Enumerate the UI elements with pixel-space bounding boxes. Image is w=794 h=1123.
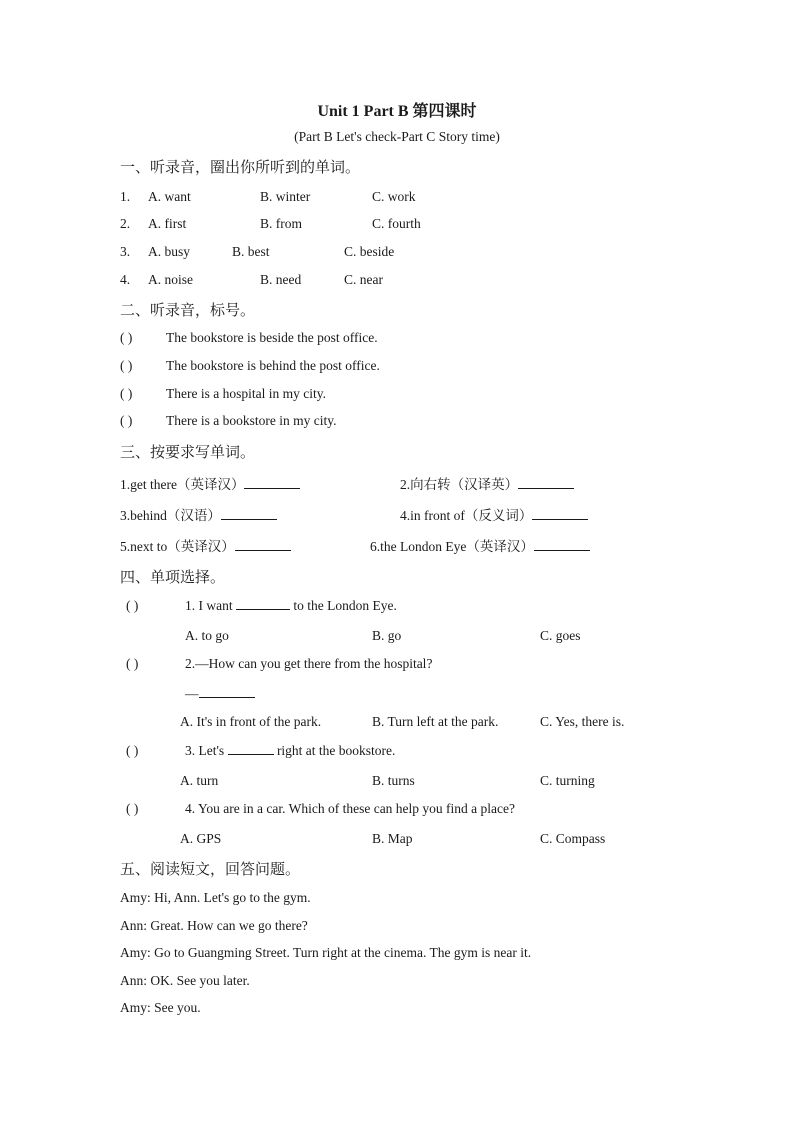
answer-blank[interactable] bbox=[236, 608, 290, 610]
s3-item-6: 6.the London Eye（英译汉） bbox=[370, 535, 590, 555]
s1-item-2-c: C. fourth bbox=[372, 216, 421, 231]
s1-item-1-num: 1. bbox=[120, 189, 131, 204]
s2-item-3-text: There is a hospital in my city. bbox=[166, 386, 326, 401]
s1-item-2-a: A. first bbox=[148, 216, 187, 231]
s4-q4-stem: 4. You are in a car. Which of these can help you find a place? bbox=[185, 801, 516, 816]
s4-q1-option-b: B. go bbox=[372, 628, 402, 643]
s3-item-3: 3.behind（汉语） bbox=[120, 504, 277, 524]
section-4-heading: 四、单项选择。 bbox=[120, 568, 226, 586]
s4-q3-stem: 3. Let's right at the bookstore. bbox=[185, 743, 396, 758]
s4-q2-option-c: C. Yes, there is. bbox=[540, 714, 625, 729]
s1-item-3-a: A. busy bbox=[148, 244, 191, 259]
s4-q3-option-c: C. turning bbox=[540, 773, 595, 788]
answer-blank[interactable] bbox=[244, 487, 300, 489]
s2-item-2-paren: ( ) bbox=[120, 358, 133, 373]
s2-item-1-text: The bookstore is beside the post office. bbox=[166, 330, 378, 345]
section-1-heading: 一、听录音，圈出你所听到的单词。 bbox=[120, 158, 361, 176]
section-3-heading: 三、按要求写单词。 bbox=[120, 443, 256, 461]
s4-q4-option-b: B. Map bbox=[372, 831, 413, 846]
dialogue-line-3: Amy: Go to Guangming Street. Turn right at the cinema. The gym is near it. bbox=[120, 945, 532, 960]
s3-item-1: 1.get there（英译汉） bbox=[120, 473, 300, 493]
s4-q3-option-b: B. turns bbox=[372, 773, 415, 788]
s1-item-3-b: B. best bbox=[232, 244, 270, 259]
s4-q1-stem: 1. I want to the London Eye. bbox=[185, 598, 397, 613]
s1-item-3-num: 3. bbox=[120, 244, 131, 259]
dialogue-line-4: Ann: OK. See you later. bbox=[120, 973, 250, 988]
s3-item-5: 5.next to（英译汉） bbox=[120, 535, 291, 555]
s4-q1-option-a: A. to go bbox=[185, 628, 229, 643]
s1-item-4-c: C. near bbox=[344, 272, 383, 287]
answer-blank[interactable] bbox=[518, 487, 574, 489]
s2-item-2-text: The bookstore is behind the post office. bbox=[166, 358, 380, 373]
s2-item-3-paren: ( ) bbox=[120, 386, 133, 401]
s4-q2-option-a: A. It's in front of the park. bbox=[180, 714, 322, 729]
s1-item-4-b: B. need bbox=[260, 272, 302, 287]
s1-item-4-num: 4. bbox=[120, 272, 131, 287]
s4-q4-option-c: C. Compass bbox=[540, 831, 606, 846]
answer-blank[interactable] bbox=[228, 753, 274, 755]
s3-item-2: 2.向右转（汉译英） bbox=[400, 473, 574, 493]
s4-q3-option-a: A. turn bbox=[180, 773, 219, 788]
s4-q2-answer-line: — bbox=[185, 686, 255, 702]
page-title: Unit 1 Part B 第四课时 bbox=[317, 103, 477, 120]
s1-item-1-b: B. winter bbox=[260, 189, 311, 204]
s4-q2-paren: ( ) bbox=[126, 656, 139, 671]
s1-item-1-c: C. work bbox=[372, 189, 416, 204]
page-subtitle: (Part B Let's check-Part C Story time) bbox=[294, 129, 500, 144]
s4-q1-option-c: C. goes bbox=[540, 628, 581, 643]
dialogue-line-1: Amy: Hi, Ann. Let's go to the gym. bbox=[120, 890, 311, 905]
s4-q2-option-b: B. Turn left at the park. bbox=[372, 714, 499, 729]
section-2-heading: 二、听录音，标号。 bbox=[120, 301, 256, 319]
answer-blank[interactable] bbox=[235, 549, 291, 551]
section-5-heading: 五、阅读短文，回答问题。 bbox=[120, 860, 301, 878]
s4-q1-paren: ( ) bbox=[126, 598, 139, 613]
s1-item-4-a: A. noise bbox=[148, 272, 193, 287]
answer-blank[interactable] bbox=[199, 696, 255, 698]
s4-q3-paren: ( ) bbox=[126, 743, 139, 758]
s1-item-3-c: C. beside bbox=[344, 244, 395, 259]
s3-item-4: 4.in front of（反义词） bbox=[400, 504, 588, 524]
s4-q4-option-a: A. GPS bbox=[180, 831, 222, 846]
s1-item-2-num: 2. bbox=[120, 216, 131, 231]
s2-item-4-paren: ( ) bbox=[120, 413, 133, 428]
answer-blank[interactable] bbox=[221, 518, 277, 520]
s2-item-1-paren: ( ) bbox=[120, 330, 133, 345]
s1-item-1-a: A. want bbox=[148, 189, 191, 204]
answer-blank[interactable] bbox=[534, 549, 590, 551]
s4-q2-stem: 2.—How can you get there from the hospital? bbox=[185, 656, 433, 671]
s4-q4-paren: ( ) bbox=[126, 801, 139, 816]
s2-item-4-text: There is a bookstore in my city. bbox=[166, 413, 337, 428]
answer-blank[interactable] bbox=[532, 518, 588, 520]
dialogue-line-5: Amy: See you. bbox=[120, 1000, 201, 1015]
s1-item-2-b: B. from bbox=[260, 216, 302, 231]
dialogue-line-2: Ann: Great. How can we go there? bbox=[120, 918, 308, 933]
